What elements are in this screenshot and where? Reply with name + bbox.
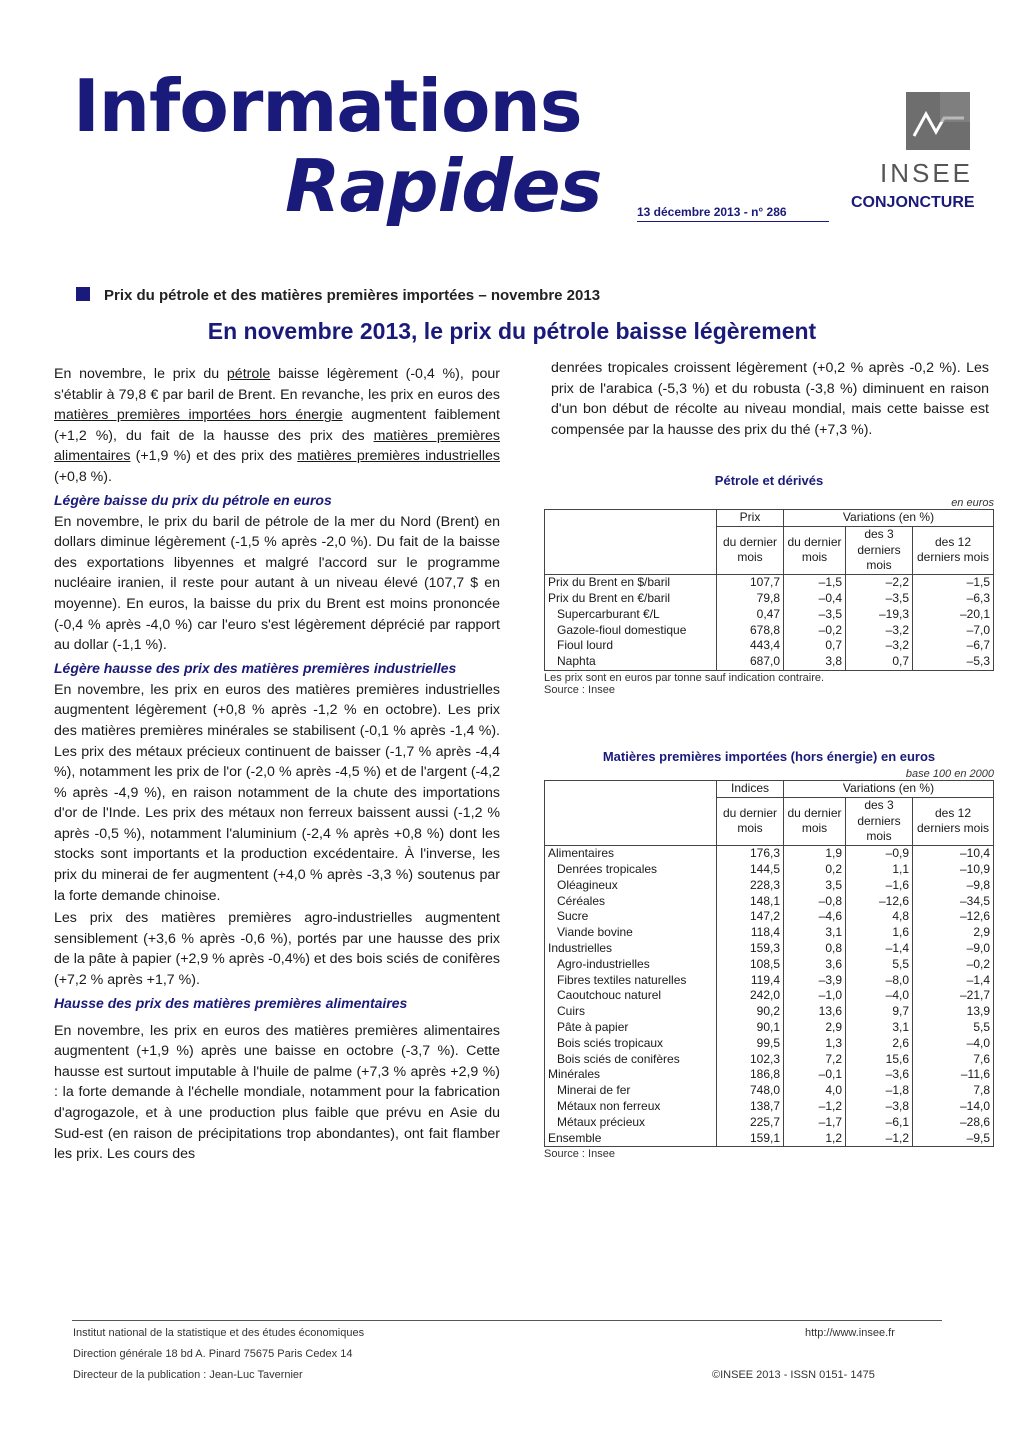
- cell-value: 119,4: [717, 973, 784, 989]
- subheader: des 3 derniers mois: [846, 526, 913, 574]
- table-petrole-source: Source : Insee: [544, 683, 615, 696]
- cell-value: 2,9: [913, 925, 994, 941]
- row-label: Industrielles: [545, 941, 717, 957]
- cell-value: –19,3: [846, 607, 913, 623]
- cell-value: 15,6: [846, 1052, 913, 1068]
- table-row: [545, 607, 994, 623]
- cell-value: –12,6: [913, 909, 994, 925]
- table-row: [545, 575, 994, 591]
- cell-value: –20,1: [913, 607, 994, 623]
- right-column: [551, 358, 989, 442]
- row-label: Viande bovine: [545, 925, 717, 941]
- paragraph-industrielles: En novembre, les prix en euros des matières premières industrielles augmentent légèrement (+0,8 % après -1,2 % en octobre). Les prix des matières premières minérales se stabilisent (-0,1 % après -1,4 %). Les prix des métaux précieux continuent de baisser (-1,7 % après -4,4 %), notamment les prix de l'or (-2,0 % après -4,5 %) et de l'argent (-4,2 % après -4,9 %), en raison notamment de la chute des importations d'or de l'Inde. Les prix des métaux non ferreux baissent aussi (-1,2 % après -0,5 %), notamment l'aluminium (-2,4 % après +0,8 %) dont les stocks sont importants et la production excédentaire. À l'inverse, les prix du minerai de fer augmentent (+4,0 % après -3,3 %) soutenus par la forte demande chinoise.: [54, 681, 500, 904]
- cell-value: –3,8: [846, 1099, 913, 1115]
- cell-value: –11,6: [913, 1067, 994, 1083]
- cell-value: 13,9: [913, 1004, 994, 1020]
- cell-value: –1,8: [846, 1083, 913, 1099]
- cell-value: 148,1: [717, 894, 784, 910]
- cell-value: –7,0: [913, 623, 994, 639]
- cell-value: –10,4: [913, 846, 994, 862]
- cell-value: –3,9: [784, 973, 846, 989]
- col-header-variations: Variations (en %): [784, 510, 994, 527]
- cell-value: 107,7: [717, 575, 784, 591]
- table-row: [545, 1099, 994, 1115]
- table-petrole-note: Les prix sont en euros par tonne sauf indication contraire.: [544, 671, 825, 684]
- intro-paragraph: En novembre, le prix du pétrole baisse légèrement (-0,4 %), pour s'établir à 79,8 € par baril de Brent. En revanche, les prix en euros des matières premières importées hors énergie augmentent faiblement (+1,2 %), du fait de la hausse des prix des matières premières alimentaires (+1,9 %) et des prix des matières premières industrielles (+0,8 %).: [54, 366, 501, 485]
- row-label: Fibres textiles naturelles: [545, 973, 717, 989]
- logo-insee-text: INSEE: [880, 158, 974, 188]
- table-row: [545, 1115, 994, 1131]
- row-label: Supercarburant €/L: [545, 607, 717, 623]
- footer-org: Institut national de la statistique et des études économiques: [73, 1327, 365, 1339]
- cell-value: 159,1: [717, 1131, 784, 1147]
- cell-value: –1,2: [846, 1131, 913, 1147]
- cell-value: 1,9: [784, 846, 846, 862]
- row-label: Caoutchouc naturel: [545, 988, 717, 1004]
- footer-copyright: ©INSEE 2013 - ISSN 0151- 1475: [712, 1369, 875, 1381]
- table-row: [545, 894, 994, 910]
- table-row: [545, 1004, 994, 1020]
- cell-value: 0,47: [717, 607, 784, 623]
- subheader: du dernier mois: [784, 526, 846, 574]
- col-header-variations: Variations (en %): [784, 781, 994, 798]
- table-matieres-unit: base 100 en 2000: [905, 768, 994, 780]
- cell-value: –2,2: [846, 575, 913, 591]
- row-label: Sucre: [545, 909, 717, 925]
- link-matieres-alimentaires[interactable]: matières premières alimentaires: [54, 427, 501, 465]
- cell-value: 9,7: [846, 1004, 913, 1020]
- subheader: des 3 derniers mois: [846, 797, 913, 845]
- cell-value: –1,7: [784, 1115, 846, 1131]
- cell-value: 2,9: [784, 1020, 846, 1036]
- cell-value: 1,3: [784, 1036, 846, 1052]
- col-header-indices: Indices: [717, 781, 784, 798]
- cell-value: –1,5: [784, 575, 846, 591]
- cell-value: –0,4: [784, 591, 846, 607]
- cell-value: –1,5: [913, 575, 994, 591]
- cell-value: 99,5: [717, 1036, 784, 1052]
- cell-value: –8,0: [846, 973, 913, 989]
- table-petrole-unit: en euros: [951, 497, 994, 509]
- cell-value: –1,2: [784, 1099, 846, 1115]
- cell-value: 79,8: [717, 591, 784, 607]
- section-heading-petrole: Légère baisse du prix du pétrole en euros: [54, 491, 332, 508]
- cell-value: 1,1: [846, 862, 913, 878]
- table-row: [545, 638, 994, 654]
- cell-value: –4,0: [913, 1036, 994, 1052]
- table-row: [545, 862, 994, 878]
- cell-value: –6,7: [913, 638, 994, 654]
- cell-value: 118,4: [717, 925, 784, 941]
- cell-value: 138,7: [717, 1099, 784, 1115]
- row-label: Prix du Brent en $/baril: [545, 575, 717, 591]
- row-label: Minerai de fer: [545, 1083, 717, 1099]
- cell-value: 0,8: [784, 941, 846, 957]
- cell-value: –3,6: [846, 1067, 913, 1083]
- masthead-title-rapides: Rapides: [285, 144, 602, 228]
- table-row: [545, 1020, 994, 1036]
- table-petrole-title: Pétrole et dérivés: [714, 473, 824, 488]
- cell-value: 3,6: [784, 957, 846, 973]
- row-label: Bois sciés de conifères: [545, 1052, 717, 1068]
- paragraph-alimentaires: En novembre, les prix en euros des matières premières alimentaires augmentent (+1,9 %) après une baisse en octobre (-3,7 %). Cette hausse est surtout imputable à l'huile de palme (+7,3 % après +2,9 %) : la forte demande à l'échelle mondiale, notamment pour la fabrication d'agrogazole, et à une production plus faible que prévu en Asie du Sud-est (en raison de précipitations trop abondantes), ont fait flamber les prix. Les cours des: [54, 1022, 500, 1163]
- table-row: [545, 623, 994, 639]
- row-label: Fioul lourd: [545, 638, 717, 654]
- row-label: Minérales: [545, 1067, 717, 1083]
- subheader: du dernier mois: [717, 526, 784, 574]
- subheader: du dernier mois: [784, 797, 846, 845]
- cell-value: 176,3: [717, 846, 784, 862]
- table-row: [545, 1067, 994, 1083]
- link-matieres-industrielles[interactable]: matières premières industrielles: [297, 448, 500, 465]
- cell-value: 2,6: [846, 1036, 913, 1052]
- cell-value: 3,5: [784, 878, 846, 894]
- table-row: [545, 1036, 994, 1052]
- cell-value: 687,0: [717, 654, 784, 670]
- cell-value: –21,7: [913, 988, 994, 1004]
- cell-value: –14,0: [913, 1099, 994, 1115]
- footer-address: Direction générale 18 bd A. Pinard 75675 Paris Cedex 14: [73, 1348, 353, 1360]
- cell-value: –9,0: [913, 941, 994, 957]
- table-matieres-title: Matières premières importées (hors énergie) en euros: [602, 749, 936, 764]
- insee-logo-icon: [906, 92, 970, 150]
- cell-value: 186,8: [717, 1067, 784, 1083]
- cell-value: –1,6: [846, 878, 913, 894]
- cell-value: –4,6: [784, 909, 846, 925]
- row-label: Cuirs: [545, 1004, 717, 1020]
- table-row: [545, 909, 994, 925]
- cell-value: 13,6: [784, 1004, 846, 1020]
- link-petrole[interactable]: pétrole: [226, 366, 271, 382]
- cell-value: 3,1: [846, 1020, 913, 1036]
- table-row: [545, 988, 994, 1004]
- cell-value: 0,2: [784, 862, 846, 878]
- cell-value: 228,3: [717, 878, 784, 894]
- table-row: [545, 591, 994, 607]
- table-row: [545, 1083, 994, 1099]
- section-heading-alimentaires: Hausse des prix des matières premières alimentaires: [54, 994, 408, 1011]
- col-header-prix: Prix: [717, 510, 784, 527]
- cell-value: 5,5: [913, 1020, 994, 1036]
- cell-value: 225,7: [717, 1115, 784, 1131]
- cell-value: 4,8: [846, 909, 913, 925]
- table-matieres-source: Source : Insee: [544, 1148, 615, 1161]
- table-petrole-block: [544, 473, 994, 696]
- cell-value: 5,5: [846, 957, 913, 973]
- cell-value: 678,8: [717, 623, 784, 639]
- table-row: [545, 941, 994, 957]
- cell-value: 108,5: [717, 957, 784, 973]
- subheader: du dernier mois: [717, 797, 784, 845]
- row-label: Gazole-fioul domestique: [545, 623, 717, 639]
- cell-value: 147,2: [717, 909, 784, 925]
- table-row: [545, 973, 994, 989]
- footer-director: Directeur de la publication : Jean-Luc Tavernier: [73, 1369, 303, 1381]
- cell-value: –3,2: [846, 638, 913, 654]
- cell-value: –0,8: [784, 894, 846, 910]
- table-row: [545, 654, 994, 670]
- cell-value: –1,4: [846, 941, 913, 957]
- cell-value: 748,0: [717, 1083, 784, 1099]
- table-row: [545, 957, 994, 973]
- paragraph-tropicales: denrées tropicales croissent légèrement (+0,2 % après -0,2 %). Les prix de l'arabica (-5,3 %) et du robusta (-3,8 %) diminuent en raison d'un bon début de récolte au niveau mondial, mais cette baisse est compensée par la hausse des prix du thé (+7,3 %).: [551, 360, 989, 438]
- cell-value: 0,7: [846, 654, 913, 670]
- row-label: Denrées tropicales: [545, 862, 717, 878]
- table-row: [545, 1131, 994, 1147]
- cell-value: –0,2: [784, 623, 846, 639]
- cell-value: –0,9: [846, 846, 913, 862]
- cell-value: –3,2: [846, 623, 913, 639]
- table-row: [545, 925, 994, 941]
- cell-value: 3,8: [784, 654, 846, 670]
- cell-value: –1,0: [784, 988, 846, 1004]
- cell-value: –3,5: [846, 591, 913, 607]
- row-label: Agro-industrielles: [545, 957, 717, 973]
- cell-value: 7,2: [784, 1052, 846, 1068]
- cell-value: 144,5: [717, 862, 784, 878]
- paragraph-petrole: En novembre, le prix du baril de pétrole de la mer du Nord (Brent) en dollars diminue légèrement (-1,5 % après -2,0 %). Du fait de la baisse des exportations libyennes et malgré l'accord sur le programme nucléaire iranien, il reste pour autant à un niveau élevé (107,7 $ en moyenne). En euros, la baisse du prix du Brent est moins prononcée (-0,4 % après -4,0 %) car l'euro s'est légèrement déprécié par rapport au dollar (-1,1 %).: [54, 513, 500, 654]
- cell-value: –28,6: [913, 1115, 994, 1131]
- cell-value: 0,7: [784, 638, 846, 654]
- row-label: Alimentaires: [545, 846, 717, 862]
- subject-text: Prix du pétrole et des matières premières importées – novembre 2013: [104, 287, 601, 304]
- cell-value: –1,4: [913, 973, 994, 989]
- footer-divider: [72, 1320, 942, 1321]
- row-label: Pâte à papier: [545, 1020, 717, 1036]
- table-row: [545, 1052, 994, 1068]
- cell-value: –6,1: [846, 1115, 913, 1131]
- cell-value: 102,3: [717, 1052, 784, 1068]
- cell-value: –6,3: [913, 591, 994, 607]
- left-column: [54, 364, 500, 1167]
- row-label: Ensemble: [545, 1131, 717, 1147]
- row-label: Bois sciés tropicaux: [545, 1036, 717, 1052]
- cell-value: 443,4: [717, 638, 784, 654]
- cell-value: 242,0: [717, 988, 784, 1004]
- cell-value: –34,5: [913, 894, 994, 910]
- cell-value: 7,6: [913, 1052, 994, 1068]
- cell-value: –3,5: [784, 607, 846, 623]
- cell-value: –9,8: [913, 878, 994, 894]
- logo-conjoncture-text: CONJONCTURE: [851, 194, 975, 211]
- section-heading-industrielles: Légère hausse des prix des matières premières industrielles: [54, 659, 457, 676]
- row-label: Métaux précieux: [545, 1115, 717, 1131]
- cell-value: –12,6: [846, 894, 913, 910]
- subheader: des 12 derniers mois: [913, 526, 994, 574]
- table-matieres: [544, 780, 994, 1147]
- masthead-title-informations: Informations: [73, 64, 582, 148]
- table-matieres-block: [544, 749, 994, 1160]
- row-label: Oléagineux: [545, 878, 717, 894]
- cell-value: –9,5: [913, 1131, 994, 1147]
- cell-value: 159,3: [717, 941, 784, 957]
- footer-url-link[interactable]: http://www.insee.fr: [805, 1327, 895, 1339]
- paragraph-agro: Les prix des matières premières agro-industrielles augmentent sensiblement (+3,6 % après -0,6 %), portés par une hausse des prix de la pâte à papier (+2,9 % après -0,4%) et des bois sciés de conifères (+7,2 % après +1,7 %).: [54, 910, 500, 989]
- row-label: Métaux non ferreux: [545, 1099, 717, 1115]
- cell-value: 90,2: [717, 1004, 784, 1020]
- cell-value: –0,1: [784, 1067, 846, 1083]
- row-label: Naphta: [545, 654, 717, 670]
- link-matieres-importees[interactable]: matières premières importées hors énergie: [54, 407, 343, 424]
- table-row: [545, 878, 994, 894]
- subheader: des 12 derniers mois: [913, 797, 994, 845]
- cell-value: –10,9: [913, 862, 994, 878]
- subject-line: [76, 287, 600, 304]
- cell-value: 7,8: [913, 1083, 994, 1099]
- cell-value: 1,2: [784, 1131, 846, 1147]
- cell-value: 1,6: [846, 925, 913, 941]
- issue-date: 13 décembre 2013 - n° 286: [637, 205, 829, 222]
- table-petrole: [544, 509, 994, 671]
- cell-value: 4,0: [784, 1083, 846, 1099]
- row-label: Céréales: [545, 894, 717, 910]
- cell-value: –4,0: [846, 988, 913, 1004]
- cell-value: 90,1: [717, 1020, 784, 1036]
- page-title: En novembre 2013, le prix du pétrole baisse légèrement: [207, 318, 817, 344]
- bullet-square-icon: [76, 287, 90, 301]
- cell-value: 3,1: [784, 925, 846, 941]
- cell-value: –0,2: [913, 957, 994, 973]
- table-row: [545, 846, 994, 862]
- row-label: Prix du Brent en €/baril: [545, 591, 717, 607]
- cell-value: –5,3: [913, 654, 994, 670]
